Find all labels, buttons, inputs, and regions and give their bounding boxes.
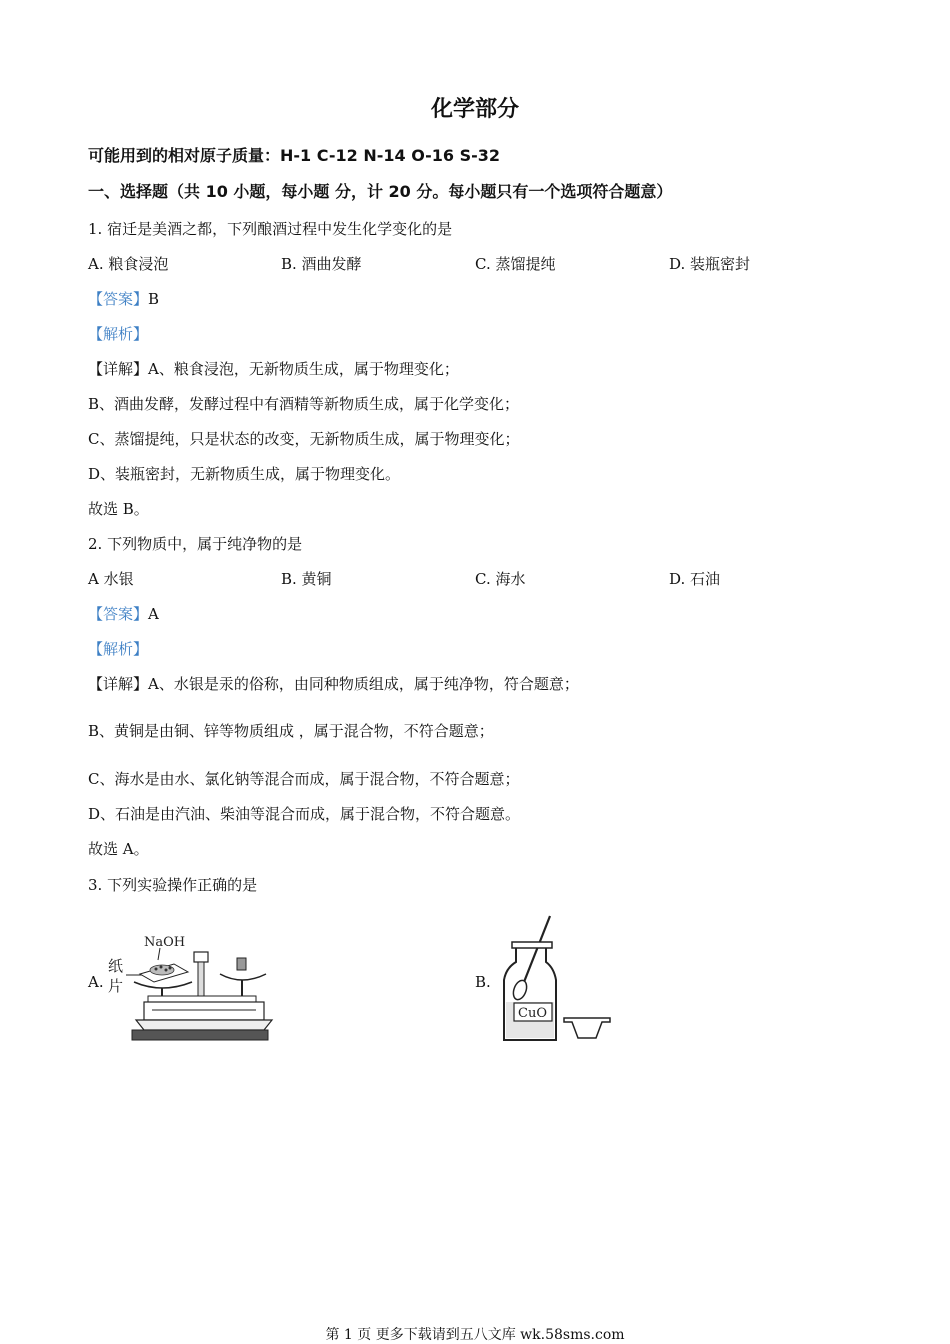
- section-heading: 一、选择题（共 10 小题，每小题 分，计 20 分。每小题只有一个选项符合题意）: [88, 182, 673, 201]
- q2-option-a: A 水银: [88, 570, 134, 588]
- q2-option-d: D. 石油: [669, 570, 721, 588]
- q1-detail-3: C、蒸馏提纯，只是状态的改变，无新物质生成，属于物理变化；: [88, 430, 520, 448]
- q3-option-b-label: B.: [475, 973, 491, 991]
- q2-option-b: B. 黄铜: [281, 570, 332, 588]
- q1-conclusion: 故选 B。: [88, 500, 149, 518]
- atomic-masses: 可能用到的相对原子质量：H-1 C-12 N-14 O-16 S-32: [88, 146, 500, 165]
- paper-label-1: 纸: [108, 957, 124, 975]
- naoh-label: NaOH: [144, 935, 186, 950]
- q2-conclusion: 故选 A。: [88, 840, 149, 858]
- q1-option-c: C. 蒸馏提纯: [475, 255, 556, 273]
- q3-stem: 3. 下列实验操作正确的是: [88, 876, 258, 894]
- q1-detail-1: 【详解】A、粮食浸泡，无新物质生成，属于物理变化；: [88, 360, 459, 378]
- answer-tag: 【答案】: [88, 290, 149, 308]
- q2-stem: 2. 下列物质中，属于纯净物的是: [88, 535, 303, 553]
- q2-answer-line: [88, 604, 159, 624]
- q1-stem: 1. 宿迁是美酒之都，下列酿酒过程中发生化学变化的是: [88, 220, 453, 238]
- paper-label-2: 片: [108, 977, 124, 995]
- q1-answer-line: [88, 289, 159, 309]
- answer-tag: 【答案】: [88, 605, 149, 623]
- q2-option-c: C. 海水: [475, 570, 526, 588]
- q1-option-b: B. 酒曲发酵: [281, 255, 362, 273]
- q1-detail-4: D、装瓶密封，无新物质生成，属于物理变化。: [88, 465, 401, 483]
- q1-option-a: A. 粮食浸泡: [88, 255, 169, 273]
- balance-figure: [104, 930, 274, 1045]
- reagent-bottle-figure: [498, 912, 618, 1044]
- q2-detail-3: C、海水是由水、氯化钠等混合而成，属于混合物，不符合题意；: [88, 770, 520, 788]
- q2-detail-1: 【详解】A、水银是汞的俗称，由同种物质组成，属于纯净物，符合题意；: [88, 675, 579, 693]
- q1-detail-2: B、酒曲发酵，发酵过程中有酒精等新物质生成，属于化学变化；: [88, 395, 520, 413]
- q3-option-a-label: A.: [88, 973, 104, 991]
- cuo-label: CuO: [518, 1006, 547, 1021]
- q1-analysis-tag: 【解析】: [88, 325, 149, 343]
- q2-detail-2: B、黄铜是由铜、锌等物质组成 ，属于混合物，不符合题意；: [88, 722, 494, 740]
- q1-option-d: D. 装瓶密封: [669, 255, 751, 273]
- page-footer: 第 1 页 更多下载请到五八文库 wk.58sms.com: [325, 1327, 625, 1343]
- page-title: 化学部分: [430, 97, 519, 122]
- q1-answer: B: [148, 290, 160, 308]
- q2-analysis-tag: 【解析】: [88, 640, 149, 658]
- q2-detail-4: D、石油是由汽油、柴油等混合而成，属于混合物，不符合题意。: [88, 805, 521, 823]
- q2-answer: A: [148, 605, 159, 623]
